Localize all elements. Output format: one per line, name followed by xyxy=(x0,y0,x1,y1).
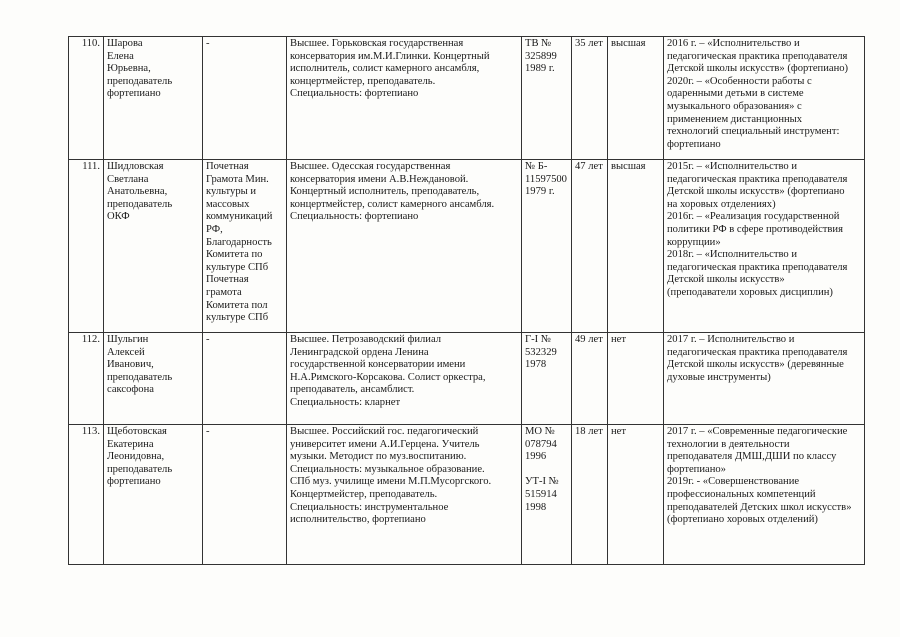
row-number: 112. xyxy=(69,333,104,425)
diploma-cell: МО № 078794 1996 УТ-I № 515914 1998 xyxy=(522,425,572,565)
courses-cell: 2016 г. – «Исполнительство и педагогическая практика преподавателя Детской школы искусств» (фортепиано) 2020г. – «Особенности работы с одаренными детьми в системе музыкального образования» с применением дистанционных технологий специальный инструмент: фортепиано xyxy=(664,37,865,160)
category-cell: высшая xyxy=(608,37,664,160)
row-number: 113. xyxy=(69,425,104,565)
row-number: 110. xyxy=(69,37,104,160)
awards-cell: - xyxy=(203,333,287,425)
courses-cell: 2017 г. – Исполнительство и педагогическая практика преподавателя Детской школы искусств» (деревянные духовые инструменты) xyxy=(664,333,865,425)
teacher-name: Щеботовская Екатерина Леонидовна, преподаватель фортепиано xyxy=(104,425,203,565)
diploma-cell: ТВ № 325899 1989 г. xyxy=(522,37,572,160)
awards-cell: - xyxy=(203,425,287,565)
experience-cell: 18 лет xyxy=(572,425,608,565)
category-cell: высшая xyxy=(608,160,664,333)
experience-cell: 49 лет xyxy=(572,333,608,425)
education-cell: Высшее. Одесская государственная консерватория имени А.В.Неждановой. Концертный исполнитель, преподаватель, концертмейстер, солист камерного ансамбля. Специальность: фортепиано xyxy=(287,160,522,333)
diploma-cell: № Б- 11597500 1979 г. xyxy=(522,160,572,333)
education-cell: Высшее. Петрозаводский филиал Ленинградской ордена Ленина государственной консерватории имени Н.А.Римского-Корсакова. Солист оркестра, преподаватель, ансамблист. Специальность: кларнет xyxy=(287,333,522,425)
courses-cell: 2017 г. – «Современные педагогические технологии в деятельности преподавателя ДМШ,ДШИ по классу фортепиано» 2019г. - «Совершенствование профессиональных компетенций преподавателей Детских школ искусств» (фортепиано хоровых отделений) xyxy=(664,425,865,565)
teacher-name: Шидловская Светлана Анатольевна, преподаватель ОКФ xyxy=(104,160,203,333)
teacher-name: Шульгин Алексей Иванович, преподаватель саксофона xyxy=(104,333,203,425)
table-row xyxy=(69,160,865,333)
row-number: 111. xyxy=(69,160,104,333)
experience-cell: 47 лет xyxy=(572,160,608,333)
category-cell: нет xyxy=(608,425,664,565)
teacher-name: Шарова Елена Юрьевна, преподаватель фортепиано xyxy=(104,37,203,160)
education-cell: Высшее. Горьковская государственная консерватория им.М.И.Глинки. Концертный исполнитель, солист камерного ансамбля, концертмейстер, преподаватель. Специальность: фортепиано xyxy=(287,37,522,160)
education-cell: Высшее. Российский гос. педагогический университет имени А.И.Герцена. Учитель музыки. Методист по муз.воспитанию. Специальность: музыкальное образование. СПб муз. училище имени М.П.Мусоргского. Концертмейстер, преподаватель. Специальность: инструментальное исполнительство, фортепиано xyxy=(287,425,522,565)
experience-cell: 35 лет xyxy=(572,37,608,160)
awards-cell: - xyxy=(203,37,287,160)
table-row xyxy=(69,37,865,160)
table-row xyxy=(69,333,865,425)
staff-table xyxy=(68,36,865,565)
table-row xyxy=(69,425,865,565)
awards-cell: Почетная Грамота Мин. культуры и массовых коммуникаций РФ, Благодарность Комитета по культуре СПб Почетная грамота Комитета пол культуре СПб xyxy=(203,160,287,333)
courses-cell: 2015г. – «Исполнительство и педагогическая практика преподавателя Детской школы искусств» (фортепиано на хоровых отделениях) 2016г. – «Реализация государственной политики РФ в сфере противодействия коррупции» 2018г. – «Исполнительство и педагогическая практика преподавателя Детской школы искусств» (преподаватели хоровых дисциплин) xyxy=(664,160,865,333)
category-cell: нет xyxy=(608,333,664,425)
diploma-cell: Г-I № 532329 1978 xyxy=(522,333,572,425)
